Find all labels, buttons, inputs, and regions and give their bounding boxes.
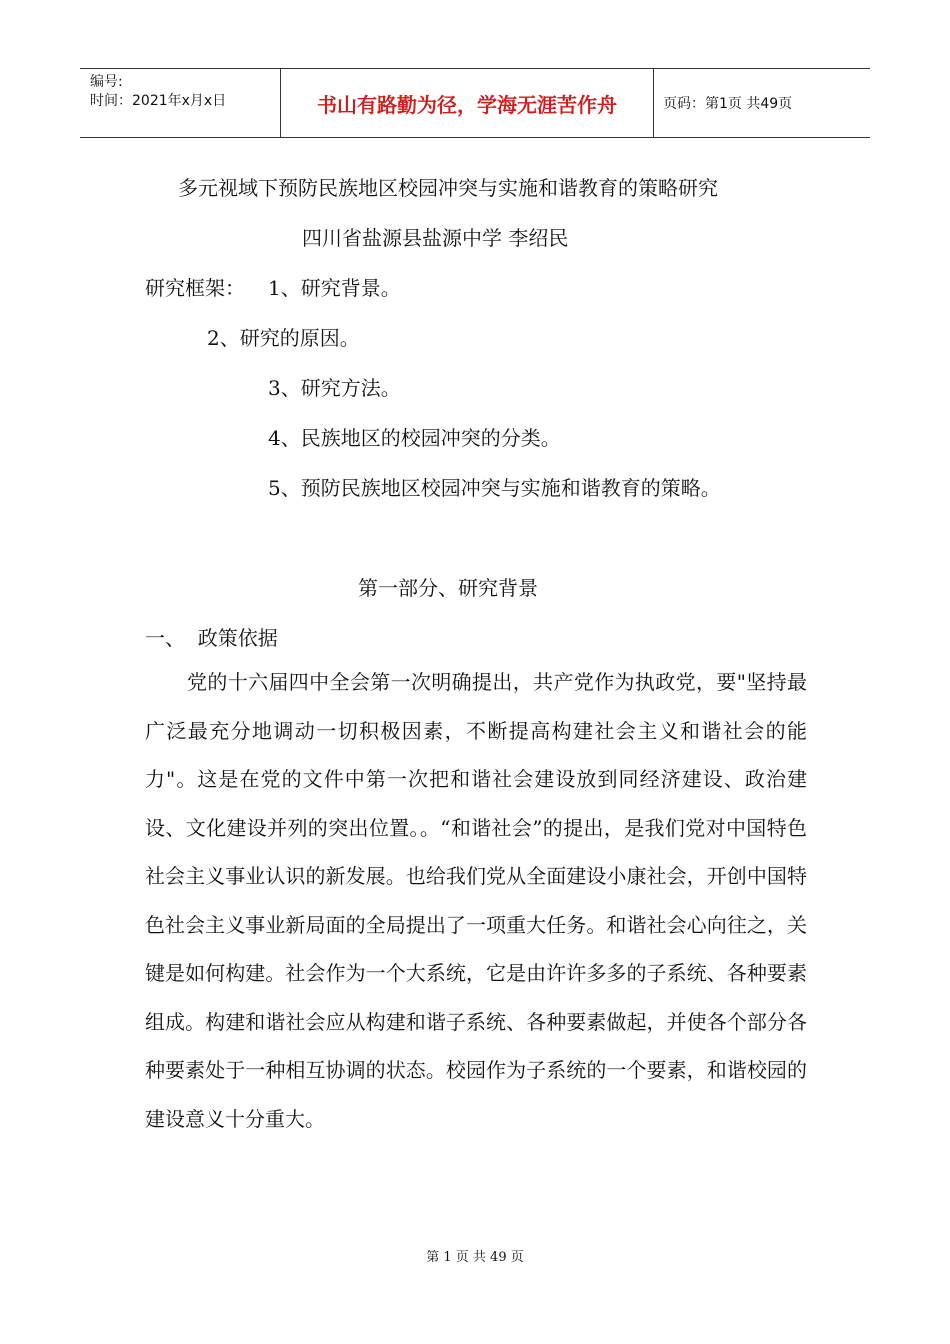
framework-item: 1、研究背景。: [268, 276, 401, 300]
header-meta: [80, 69, 280, 137]
framework-item: 2、研究的原因。: [207, 326, 360, 350]
framework-item: 4、民族地区的校园冲突的分类。: [268, 426, 561, 450]
document-title: 多元视域下预防民族地区校园冲突与实施和谐教育的策略研究: [178, 176, 718, 200]
page-header: [80, 68, 870, 138]
framework-item: 5、预防民族地区校园冲突与实施和谐教育的策略。: [268, 476, 721, 500]
document-author: 四川省盐源县盐源中学 李绍民: [302, 226, 569, 250]
subsection-heading: 一、 政策依据: [145, 626, 278, 650]
framework-item: 3、研究方法。: [268, 376, 401, 400]
number-label: 编号:: [90, 74, 123, 90]
body-paragraph: 党的十六届四中全会第一次明确提出，共产党作为执政党，要"坚持最广泛最充分地调动一切积极因素，不断提高构建社会主义和谐社会的能力"。这是在党的文件中第一次把和谐社会建设放到同经济建设、政治建设、文化建设并列的突出位置。。“和谐社会”的提出，是我们党对中国特色社会主义事业认识的新发展。也给我们党从全面建设小康社会，开创中国特色社会主义事业新局面的全局提出了一项重大任务。和谐社会心向往之，关键是如何构建。社会作为一个大系统，它是由许许多多的子系统、各种要素组成。构建和谐社会应从构建和谐子系统、各种要素做起，并使各个部分各种要素处于一种相互协调的状态。校园作为子系统的一个要素，和谐校园的建设意义十分重大。: [145, 670, 807, 1131]
header-motto: 书山有路勤为径，学海无涯苦作舟: [280, 69, 654, 137]
section-heading: 第一部分、研究背景: [358, 576, 538, 600]
header-page-info: 页码：第1页 共49页: [663, 96, 793, 112]
page-footer: 第 1 页 共 49 页: [426, 1250, 524, 1265]
time-label: 时间：2021年x月x日: [90, 93, 227, 109]
framework-label: 研究框架：: [145, 276, 245, 300]
